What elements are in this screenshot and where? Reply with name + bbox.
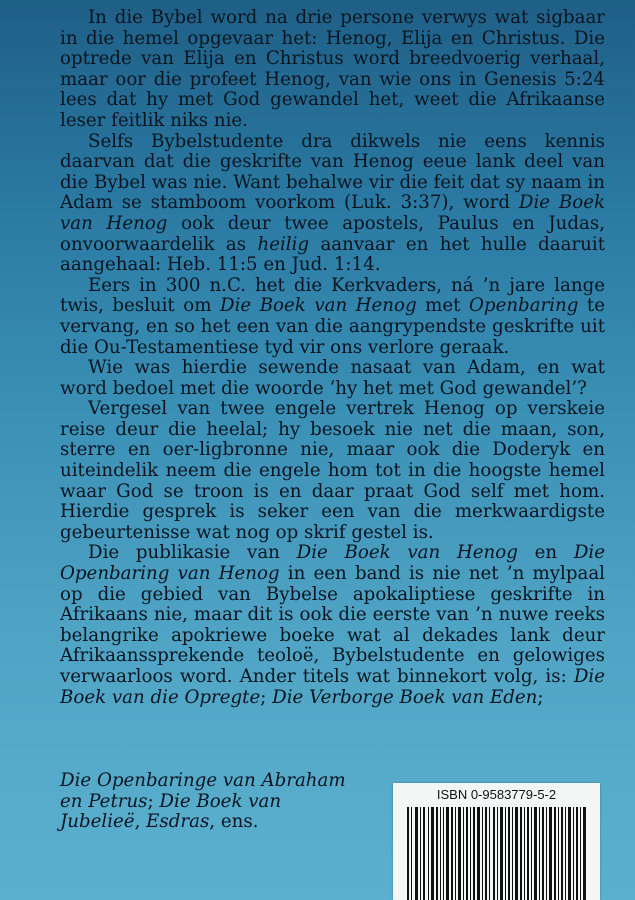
title-openbaring-van-henog: Die Openbaring van Henog: [60, 542, 606, 585]
paragraph-3: Eers in 300 n.C. het die Kerkvaders, ná ’n jare lange twis, besluit om Die Boek van Henog met Openbaring te vervang, en so het een van die aangrypendste geskrifte uit die Ou-Testamentiese tyd vir ons verlore geraak.: [60, 274, 606, 358]
paragraph-1: In die Bybel word na drie persone verwys wat sigbaar in die hemel opgevaar het: Henog, Elija en Christus. Die optrede van Elija en Christus word breedvoerig verhaal, maar oor die profeet Henog, van wie ons in Genesis 5:24 lees dat hy met God gewandel het, weet die Afrikaanse leser feitlik niks nie.: [60, 7, 605, 131]
isbn-label: ISBN 0-9583779-5-2: [436, 787, 557, 802]
title-boek-van-jubeliee: Die Boek van Jubelieë: [60, 790, 282, 833]
title-boek-van-henog: Die Boek van Henog: [296, 542, 518, 564]
title-boek-van-henog: Die Boek van Henog: [220, 295, 417, 317]
blurb-text: [60, 8, 605, 708]
title-boek-van-die-opregte: Die Boek van die Opregte: [60, 666, 605, 708]
title-esdras: Esdras: [146, 811, 210, 833]
title-openbaring: Openbaring: [469, 295, 579, 317]
paragraph-4: Wie was hierdie sewende nasaat van Adam, en wat word bedoel met die woorde ‘hy het met God gewandel’?: [60, 357, 605, 399]
paragraph-5: Vergesel van twee engele vertrek Henog op verskeie reise deur die heelal; hy besoek nie net die maan, son, sterre en oer-ligbronne nie, maar ook die Doderyk en uiteindelik neem die engele hom tot in die hoogste hemel waar God se troon is en daar praat God self met hom. Hierdie gesprek is seker een van die merkwaardigste gebeurtenisse wat nog op skrif gestel is.: [60, 398, 605, 543]
barcode-panel: [393, 783, 600, 900]
barcode-icon: [407, 807, 587, 900]
paragraph-6: Die publikasie van Die Boek van Henog en Die Openbaring van Henog in een band is nie net ’n mylpaal op die gebied van Bybelse apokaliptiese geskrifte in Afrikaans nie, maar dit is ook die eerste van ’n nuwe reeks belangrike apokriewe boeke wat al dekades lank deur Afrikaanssprekende teoloë, Bybelstudente en gelowiges verwaarloos word. Ander titels wat binnekort volg, is: Die Boek van die Opregte; Die Verborge Boek van Eden;: [60, 542, 606, 708]
paragraph-2: Selfs Bybelstudente dra dikwels nie eens kennis daarvan dat die geskrifte van Henog eeue lank deel van die Bybel was nie. Want behalwe vir die feit dat sy naam in Adam se stamboom voorkom (Luk. 3:37), word Die Boek van Henog ook deur twee apostels, Paulus en Judas, onvoorwaardelik as heilig aanvaar en het hulle daaruit aangehaal: Heb. 11:5 en Jud. 1:14.: [60, 130, 606, 276]
title-boek-van-henog: Die Boek van Henog: [60, 192, 605, 234]
closing-titles: Die Openbaringe van Abraham en Petrus; Die Boek van Jubelieë, Esdras, ens.: [60, 770, 346, 833]
title-openbaringe-abraham-petrus: Die Openbaringe van Abraham en Petrus: [60, 770, 346, 812]
word-heilig: heilig: [257, 233, 310, 255]
title-verborge-boek-van-eden: Die Verborge Boek van Eden: [272, 686, 538, 708]
